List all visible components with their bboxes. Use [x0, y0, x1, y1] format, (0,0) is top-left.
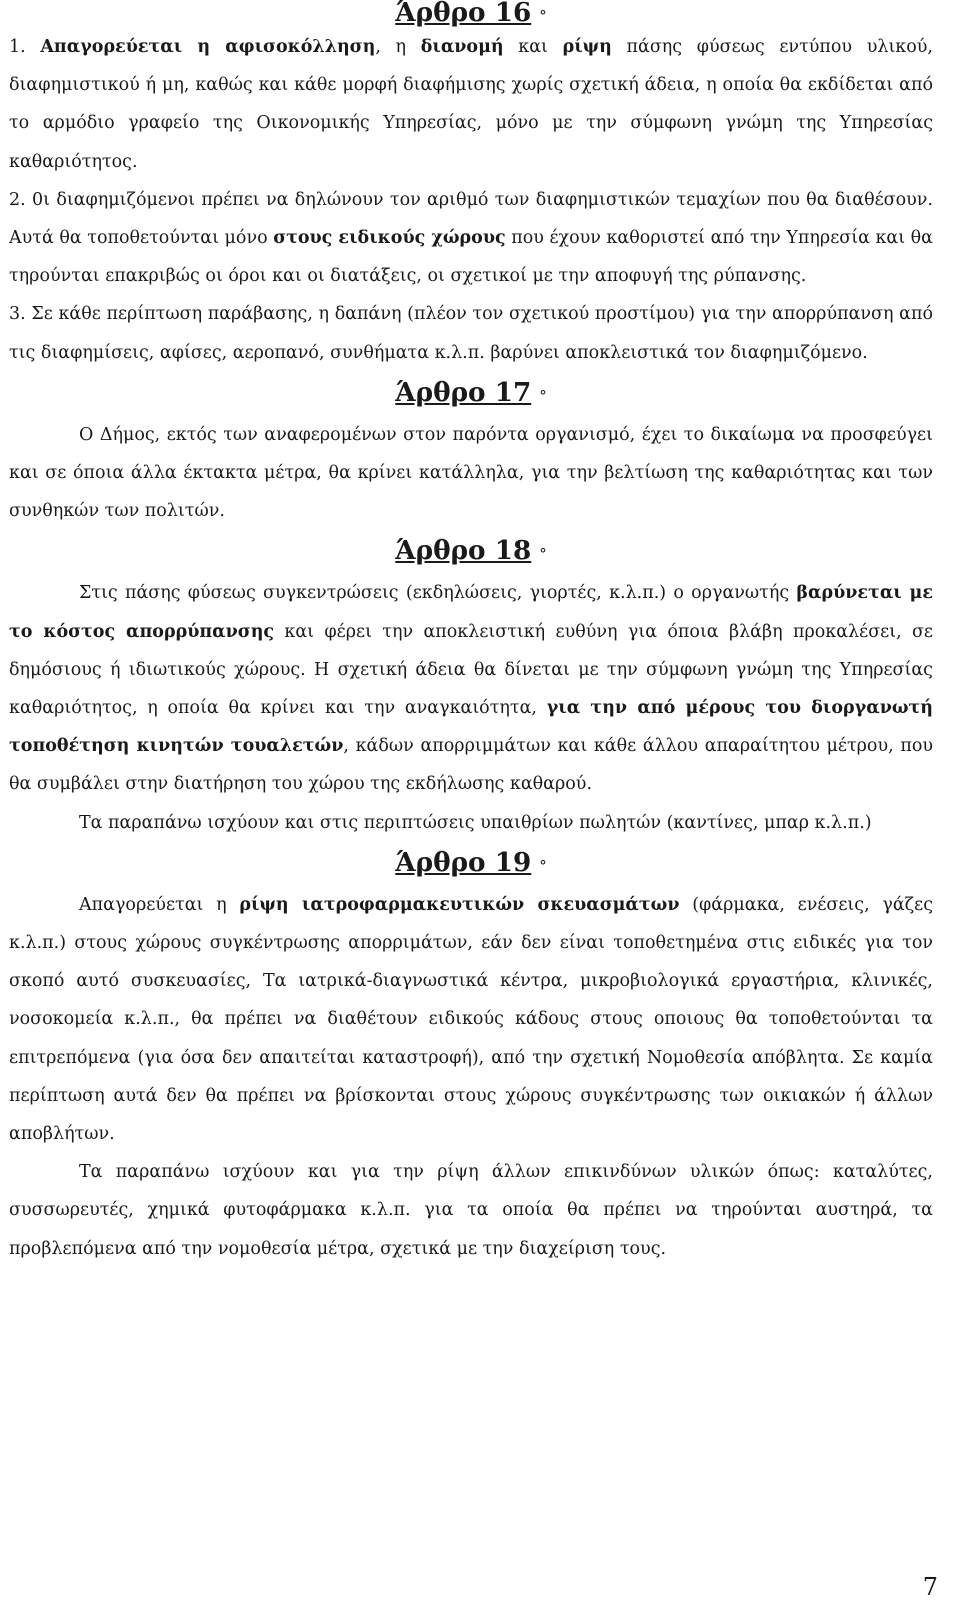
article-19-heading: Άρθρο 19 ° — [395, 846, 547, 878]
article-18-paragraph-1: Στις πάσης φύσεως συγκεντρώσεις (εκδηλώσεις, γιορτές, κ.λ.π.) ο οργανωτής βαρύνεται με το κόστος απορρύπανσης και φέρει την αποκλειστική ευθύνη για όποια βλάβη προκαλέσει, σε δημόσιους ή ιδιωτικούς χώρους. Η σχετική άδεια θα δίνεται με την σύμφωνη γνώμη της Υπηρεσίας καθαριότητος, η οποία θα κρίνει και την αναγκαιότητα, για την από μέρους του διοργανωτή τοποθέτηση κινητών τουαλετών, κάδων απορριμμάτων και κάθε άλλου απαραίτητου μέτρου, που θα συμβάλει στην διατήρηση του χώρου της εκδήλωσης καθαρού. — [9, 583, 934, 795]
article-18-paragraph-2: Τα παραπάνω ισχύουν και στις περιπτώσεις υπαιθρίων πωλητών (καντίνες, μπαρ κ.λ.π.) — [79, 812, 872, 833]
article-16-paragraph-1: 1. Απαγορεύεται η αφισοκόλληση, η διανομή και ρίψη πάσης φύσεως εντύπου υλικού, διαφημιστικού ή μη, καθώς και κάθε μορφή διαφήμισης χωρίς σχετική άδεια, η οποία θα εκδίδεται από το αρμόδιο γραφείο της Οικονομικής Υπηρεσίας, μόνο με την σύμφωνη γνώμη της Υπηρεσίας καθαριότητος. — [9, 37, 933, 172]
article-16-heading: Άρθρο 16 ° — [395, 0, 547, 28]
article-17-paragraph-1: Ο Δήμος, εκτός των αναφερομένων στον παρόντα οργανισμό, έχει το δικαίωμα να προσφεύγει και σε όποια άλλα έκτακτα μέτρα, θα κρίνει κατάλληλα, για την βελτίωση της καθαριότητας και των συνθηκών των πολιτών. — [9, 424, 933, 522]
document-page — [9, 0, 933, 1268]
article-18-heading: Άρθρο 18 ° — [395, 535, 547, 567]
article-16-paragraph-2: 2. 0ι διαφημιζόμενοι πρέπει να δηλώνουν τον αριθμό των διαφημιστικών τεμαχίων που θα διαθέσουν. Αυτά θα τοποθετούνται μόνο στους ειδικούς χώρους που έχουν καθοριστεί από την Υπηρεσία και θα τηρούνται επακριβώς οι όροι και οι διατάξεις, οι σχετικοί με την αποφυγή της ρύπανσης. — [9, 189, 933, 287]
article-16-paragraph-3: 3. Σε κάθε περίπτωση παράβασης, η δαπάνη (πλέον τον σχετικού προστίμου) για την απορρύπανση από τις διαφημίσεις, αφίσες, αεροπανό, συνθήματα κ.λ.π. βαρύνει αποκλειστικά τον διαφημιζόμενο. — [9, 304, 933, 363]
article-17-heading: Άρθρο 17 ° — [395, 376, 547, 408]
article-19-paragraph-1: Απαγορεύεται η ρίψη ιατροφαρμακευτικών σκευασμάτων (φάρμακα, ενέσεις, γάζες κ.λ.π.) στους χώρους συγκέντρωσης απορριμάτων, εάν δεν είναι τοποθετημένα στις ειδικές για τον σκοπό αυτό συσκευασίες, Τα ιατρικά-διαγνωστικά κέντρα, μικροβιολογικά εργαστήρια, κλινικές, νοσοκομεία κ.λ.π., θα πρέπει να διαθέτουν ειδικούς κάδους στους οποιους θα τοποθετούνται τα επιτρεπόμενα (για όσα δεν απαιτείται καταστροφή), από την σχετική Νομοθεσία απόβλητα. Σε καμία περίπτωση αυτά δεν θα πρέπει να βρίσκονται στους χώρους συγκέντρωσης των οικιακών ή άλλων αποβλήτων. — [9, 894, 934, 1145]
article-19-paragraph-2: Τα παραπάνω ισχύουν και για την ρίψη άλλων επικινδύνων υλικών όπως: καταλύτες, συσσωρευτές, χημικά φυτοφάρμακα κ.λ.π. για τα οποία θα πρέπει να τηρούνται αυστηρά, τα προβλεπόμενα από την νομοθεσία μέτρα, σχετικά με την διαχείριση τους. — [9, 1162, 933, 1259]
page-number: 7 — [922, 1573, 938, 1601]
